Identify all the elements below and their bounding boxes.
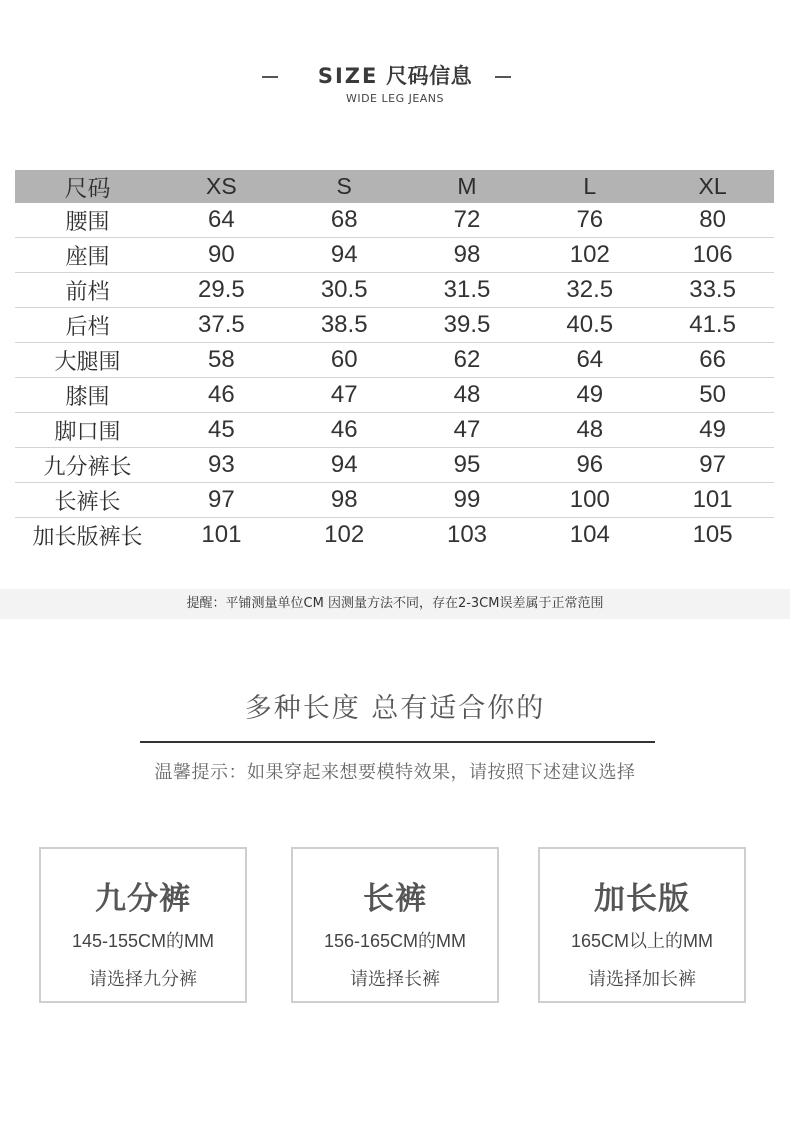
table-cell: 48 bbox=[528, 413, 651, 448]
size-title bbox=[0, 60, 790, 90]
table-row bbox=[15, 308, 774, 343]
header-cell-size: 尺码 bbox=[15, 170, 160, 203]
row-label: 座围 bbox=[15, 238, 160, 273]
table-cell: 72 bbox=[406, 203, 529, 238]
table-cell: 95 bbox=[406, 448, 529, 483]
table-cell: 62 bbox=[406, 343, 529, 378]
card-advice: 请选择加长裤 bbox=[588, 969, 696, 990]
length-slogan: 多种长度 总有适合你的 bbox=[244, 693, 546, 724]
table-row bbox=[15, 448, 774, 483]
row-label: 后档 bbox=[15, 308, 160, 343]
table-cell: 39.5 bbox=[406, 308, 529, 343]
table-cell: 80 bbox=[651, 203, 774, 238]
table-cell: 32.5 bbox=[528, 273, 651, 308]
measurement-notice: 提醒：平铺测量单位CM 因测量方法不同，存在2-3CM误差属于正常范围 bbox=[0, 589, 790, 619]
row-label: 腰围 bbox=[15, 203, 160, 238]
table-cell: 48 bbox=[406, 378, 529, 413]
table-cell: 49 bbox=[651, 413, 774, 448]
table-cell: 30.5 bbox=[283, 273, 406, 308]
table-cell: 101 bbox=[201, 521, 242, 548]
table-cell: 94 bbox=[283, 448, 406, 483]
table-cell: 68 bbox=[283, 203, 406, 238]
table-cell: 106 bbox=[651, 238, 774, 273]
table-cell: 31.5 bbox=[406, 273, 529, 308]
header-cell-xs: XS bbox=[160, 170, 283, 203]
table-cell: 96 bbox=[528, 448, 651, 483]
table-cell: 90 bbox=[160, 238, 283, 273]
size-subtitle: WIDE LEG JEANS bbox=[345, 92, 445, 105]
table-row bbox=[15, 203, 774, 238]
table-cell: 104 bbox=[569, 521, 610, 548]
card-advice: 请选择长裤 bbox=[350, 969, 440, 990]
table-row bbox=[15, 518, 774, 553]
table-cell: 46 bbox=[283, 413, 406, 448]
table-row bbox=[15, 273, 774, 308]
table-cell: 41.5 bbox=[651, 308, 774, 343]
table-cell: 38.5 bbox=[283, 308, 406, 343]
row-label: 大腿围 bbox=[15, 343, 160, 378]
header-cell-xl: XL bbox=[651, 170, 774, 203]
table-row bbox=[15, 238, 774, 273]
row-label: 脚口围 bbox=[15, 413, 160, 448]
table-cell: 102 bbox=[324, 521, 365, 548]
row-label: 加长版裤长 bbox=[32, 524, 143, 550]
table-cell: 76 bbox=[528, 203, 651, 238]
table-cell: 37.5 bbox=[160, 308, 283, 343]
table-cell: 103 bbox=[446, 521, 488, 548]
table-cell: 46 bbox=[160, 378, 283, 413]
table-row bbox=[15, 483, 774, 518]
slogan-divider bbox=[140, 741, 655, 743]
header-right-dash bbox=[495, 76, 511, 78]
table-cell: 97 bbox=[160, 483, 283, 518]
header-cell-m: M bbox=[406, 170, 529, 203]
header-cell-l: L bbox=[528, 170, 651, 203]
row-label: 长裤长 bbox=[15, 483, 160, 518]
header-left-dash bbox=[262, 76, 278, 78]
length-card-extended bbox=[538, 847, 746, 1003]
table-cell: 99 bbox=[406, 483, 529, 518]
table-cell: 102 bbox=[528, 238, 651, 273]
table-cell: 40.5 bbox=[528, 308, 651, 343]
table-cell: 98 bbox=[283, 483, 406, 518]
header-cell-s: S bbox=[283, 170, 406, 203]
table-cell: 58 bbox=[160, 343, 283, 378]
card-title: 长裤 bbox=[363, 881, 427, 917]
row-label: 九分裤长 bbox=[15, 448, 160, 483]
fit-tip: 温馨提示：如果穿起来想要模特效果，请按照下述建议选择 bbox=[154, 762, 636, 783]
size-table bbox=[15, 170, 774, 552]
table-cell: 93 bbox=[160, 448, 283, 483]
length-card-cropped bbox=[39, 847, 247, 1003]
table-header-row bbox=[15, 170, 774, 203]
table-row bbox=[15, 343, 774, 378]
table-cell: 97 bbox=[651, 448, 774, 483]
row-label: 膝围 bbox=[15, 378, 160, 413]
table-cell: 29.5 bbox=[160, 273, 283, 308]
table-cell: 66 bbox=[651, 343, 774, 378]
card-title: 加长版 bbox=[594, 881, 690, 917]
length-card-long bbox=[291, 847, 499, 1003]
table-cell: 94 bbox=[283, 238, 406, 273]
table-cell: 64 bbox=[528, 343, 651, 378]
table-cell: 100 bbox=[528, 483, 651, 518]
table-cell: 45 bbox=[160, 413, 283, 448]
row-label: 前档 bbox=[15, 273, 160, 308]
card-height-range: 156-165CM的MM bbox=[323, 931, 467, 951]
table-cell: 60 bbox=[283, 343, 406, 378]
table-cell: 49 bbox=[528, 378, 651, 413]
table-cell: 47 bbox=[283, 378, 406, 413]
table-cell: 64 bbox=[160, 203, 283, 238]
table-cell: 33.5 bbox=[651, 273, 774, 308]
table-row bbox=[15, 378, 774, 413]
size-title-cn: 尺码信息 bbox=[386, 64, 473, 88]
size-header bbox=[0, 60, 790, 105]
size-title-en: SIZE bbox=[317, 64, 379, 88]
table-cell: 101 bbox=[651, 483, 774, 518]
card-title: 九分裤 bbox=[95, 881, 191, 917]
card-height-range: 145-155CM的MM bbox=[71, 931, 215, 951]
table-cell: 47 bbox=[406, 413, 529, 448]
table-cell: 98 bbox=[406, 238, 529, 273]
table-cell: 105 bbox=[692, 521, 733, 548]
card-advice: 请选择九分裤 bbox=[89, 969, 197, 990]
table-cell: 50 bbox=[651, 378, 774, 413]
table-row bbox=[15, 413, 774, 448]
card-height-range: 165CM以上的MM bbox=[570, 931, 713, 951]
